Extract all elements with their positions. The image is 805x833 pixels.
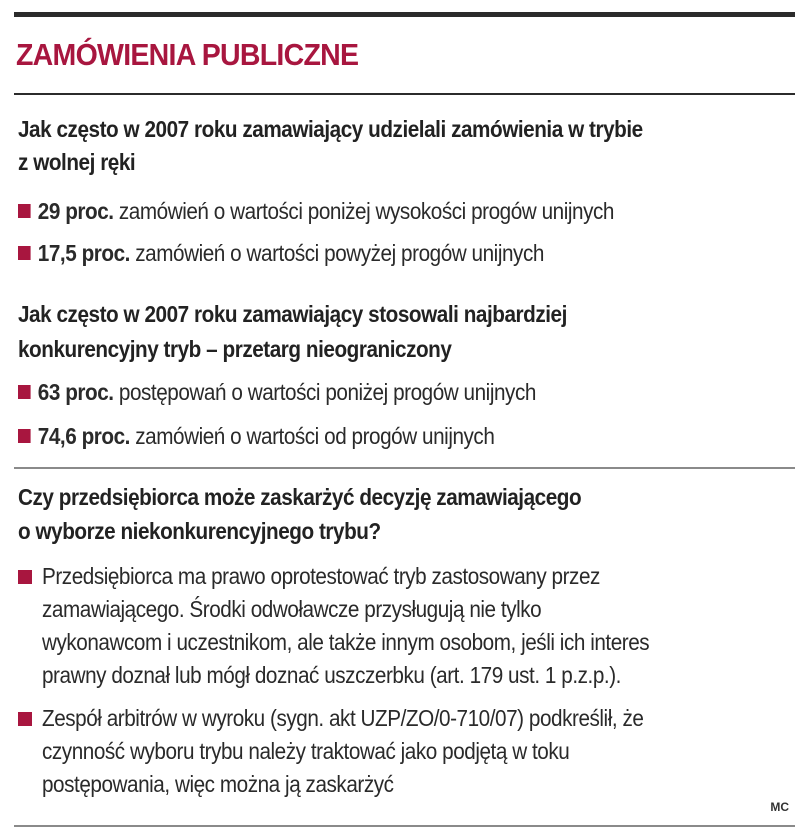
section2-question: Jak często w 2007 roku zamawiający stosowali najbardziej xyxy=(18,301,567,327)
bullet-square-icon xyxy=(18,385,31,399)
paragraph-line: postępowania, więc można ją zaskarżyć xyxy=(42,771,394,797)
section1-question: z wolnej ręki xyxy=(18,149,136,175)
author-credit: MC xyxy=(770,800,789,814)
paragraph-line: prawny doznał lub mógł doznać uszczerbku (art. 179 ust. 1 p.z.p.). xyxy=(42,662,621,688)
stat-item xyxy=(18,240,544,267)
section2-question: konkurencyjny tryb – przetarg nieograniczony xyxy=(18,336,452,362)
stat-text: zamówień o wartości od progów unijnych xyxy=(129,423,495,449)
bullet-square-icon xyxy=(18,246,31,260)
bullet-square-icon xyxy=(18,204,31,218)
section3-question: Czy przedsiębiorca może zaskarżyć decyzję zamawiającego xyxy=(18,484,582,510)
stat-text: zamówień o wartości powyżej progów unijnych xyxy=(129,240,544,266)
paragraph-line: zamawiającego. Środki odwoławcze przysługują nie tylko xyxy=(42,596,542,622)
stat-value: 74,6 proc. xyxy=(37,423,130,449)
section1-question: Jak często w 2007 roku zamawiający udzielali zamówienia w trybie xyxy=(18,116,643,142)
infobox-title: ZAMÓWIENIA PUBLICZNE xyxy=(16,37,359,72)
paragraph-line: Przedsiębiorca ma prawo oprotestować tryb zastosowany przez xyxy=(42,563,600,589)
paragraph-line: Zespół arbitrów w wyroku (sygn. akt UZP/ZO/0-710/07) podkreślił, że xyxy=(42,705,644,731)
stat-item xyxy=(18,198,614,225)
section3-question: o wyborze niekonkurencyjnego trybu? xyxy=(18,518,381,544)
stat-text: zamówień o wartości poniżej wysokości progów unijnych xyxy=(113,198,614,224)
section-divider xyxy=(14,467,795,469)
stat-value: 63 proc. xyxy=(37,379,114,405)
stat-item xyxy=(18,379,536,406)
bullet-square-icon xyxy=(18,712,32,726)
bottom-rule xyxy=(14,825,795,827)
top-rule xyxy=(14,12,795,17)
stat-text: postępowań o wartości poniżej progów unijnych xyxy=(113,379,536,405)
stat-item xyxy=(18,423,494,450)
stat-value: 29 proc. xyxy=(37,198,114,224)
bullet-square-icon xyxy=(18,570,32,584)
title-rule xyxy=(14,93,795,95)
paragraph-line: czynność wyboru trybu należy traktować jako podjętą w toku xyxy=(42,738,570,764)
paragraph-line: wykonawcom i uczestnikom, ale także innym osobom, jeśli ich interes xyxy=(42,629,650,655)
stat-value: 17,5 proc. xyxy=(37,240,130,266)
bullet-square-icon xyxy=(18,429,31,443)
